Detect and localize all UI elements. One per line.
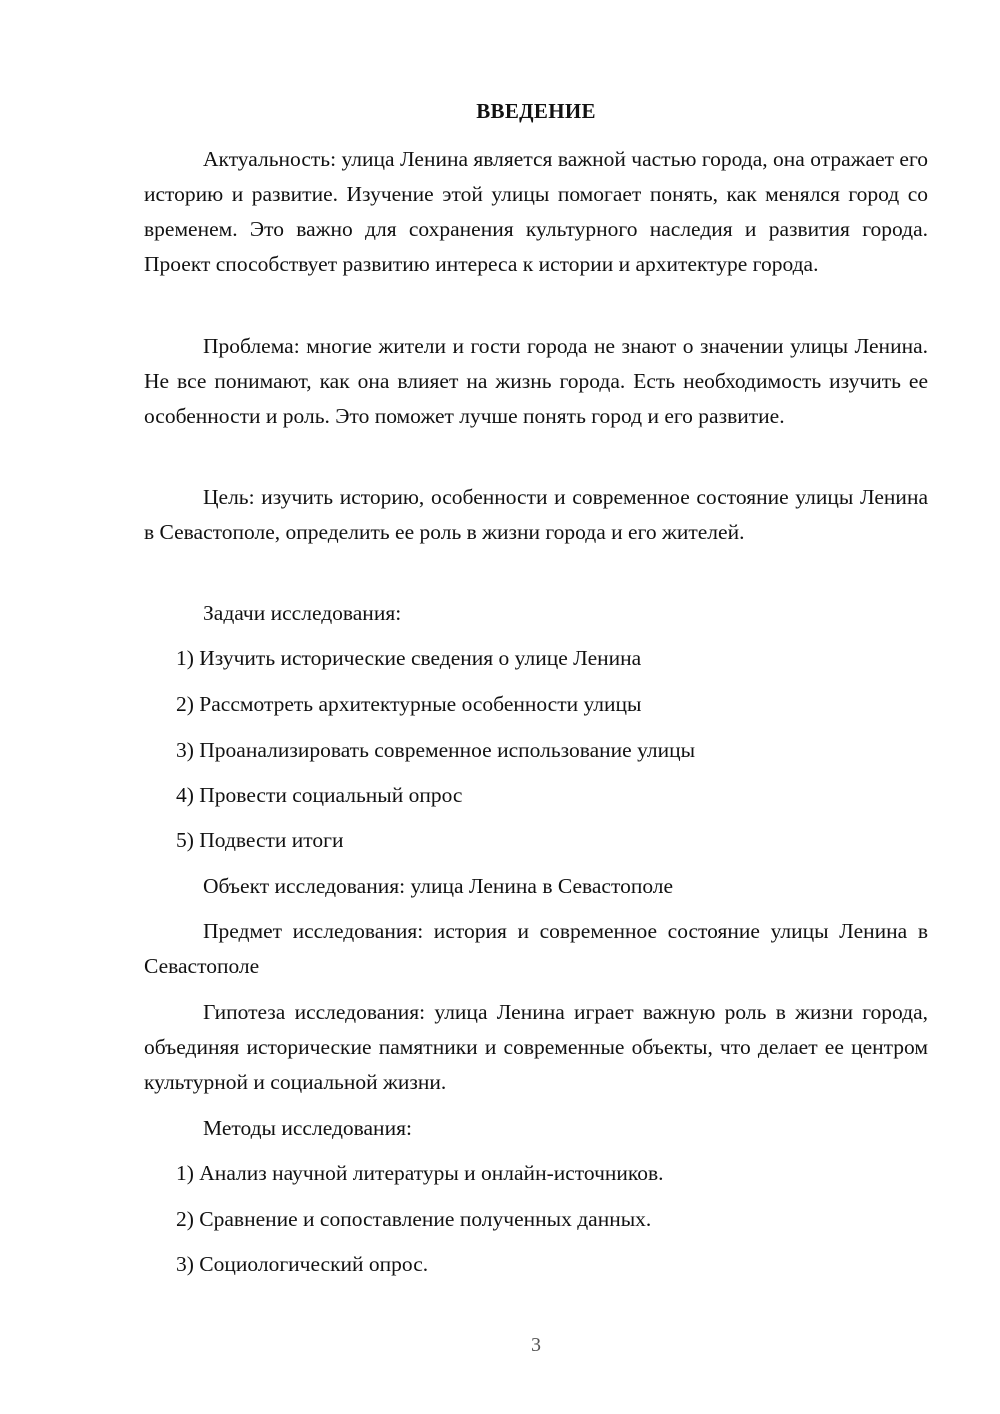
relevance-paragraph: Актуальность: улица Ленина является важной частью города, она отражает его историю и развитие. Изучение этой улицы помогает понять, как менялся город со временем. Это важно для сохранения культурного наследия и развития города. Проект способствует развитию интереса к истории и архитектуре города. — [144, 147, 928, 276]
task-item-3: 3) Проанализировать современное использование улицы — [176, 738, 696, 762]
section-heading: ВВЕДЕНИЕ — [476, 99, 596, 123]
task-item-5: 5) Подвести итоги — [176, 828, 344, 852]
page-number: 3 — [531, 1334, 541, 1356]
method-item-3: 3) Социологический опрос. — [176, 1252, 429, 1276]
task-item-2: 2) Рассмотреть архитектурные особенности улицы — [176, 692, 642, 716]
research-object: Объект исследования: улица Ленина в Севастополе — [203, 874, 674, 898]
research-subject: Предмет исследования: история и современное состояние улицы Ленина в Севастополе — [144, 919, 928, 978]
research-hypothesis: Гипотеза исследования: улица Ленина играет важную роль в жизни города, объединяя исторические памятники и современные объекты, что делает ее центром культурной и социальной жизни. — [144, 1000, 928, 1094]
document-page — [144, 0, 928, 1414]
task-item-4: 4) Провести социальный опрос — [176, 783, 463, 807]
goal-paragraph: Цель: изучить историю, особенности и современное состояние улицы Ленина в Севастополе, определить ее роль в жизни города и его жителей. — [144, 485, 928, 544]
methods-title: Методы исследования: — [203, 1116, 412, 1140]
tasks-title: Задачи исследования: — [203, 601, 402, 625]
method-item-2: 2) Сравнение и сопоставление полученных данных. — [176, 1207, 652, 1231]
problem-paragraph: Проблема: многие жители и гости города не знают о значении улицы Ленина. Не все понимают, как она влияет на жизнь города. Есть необходимость изучить ее особенности и роль. Это поможет лучше понять город и его развитие. — [144, 334, 928, 428]
task-item-1: 1) Изучить исторические сведения о улице Ленина — [176, 646, 642, 670]
method-item-1: 1) Анализ научной литературы и онлайн-источников. — [176, 1161, 664, 1185]
